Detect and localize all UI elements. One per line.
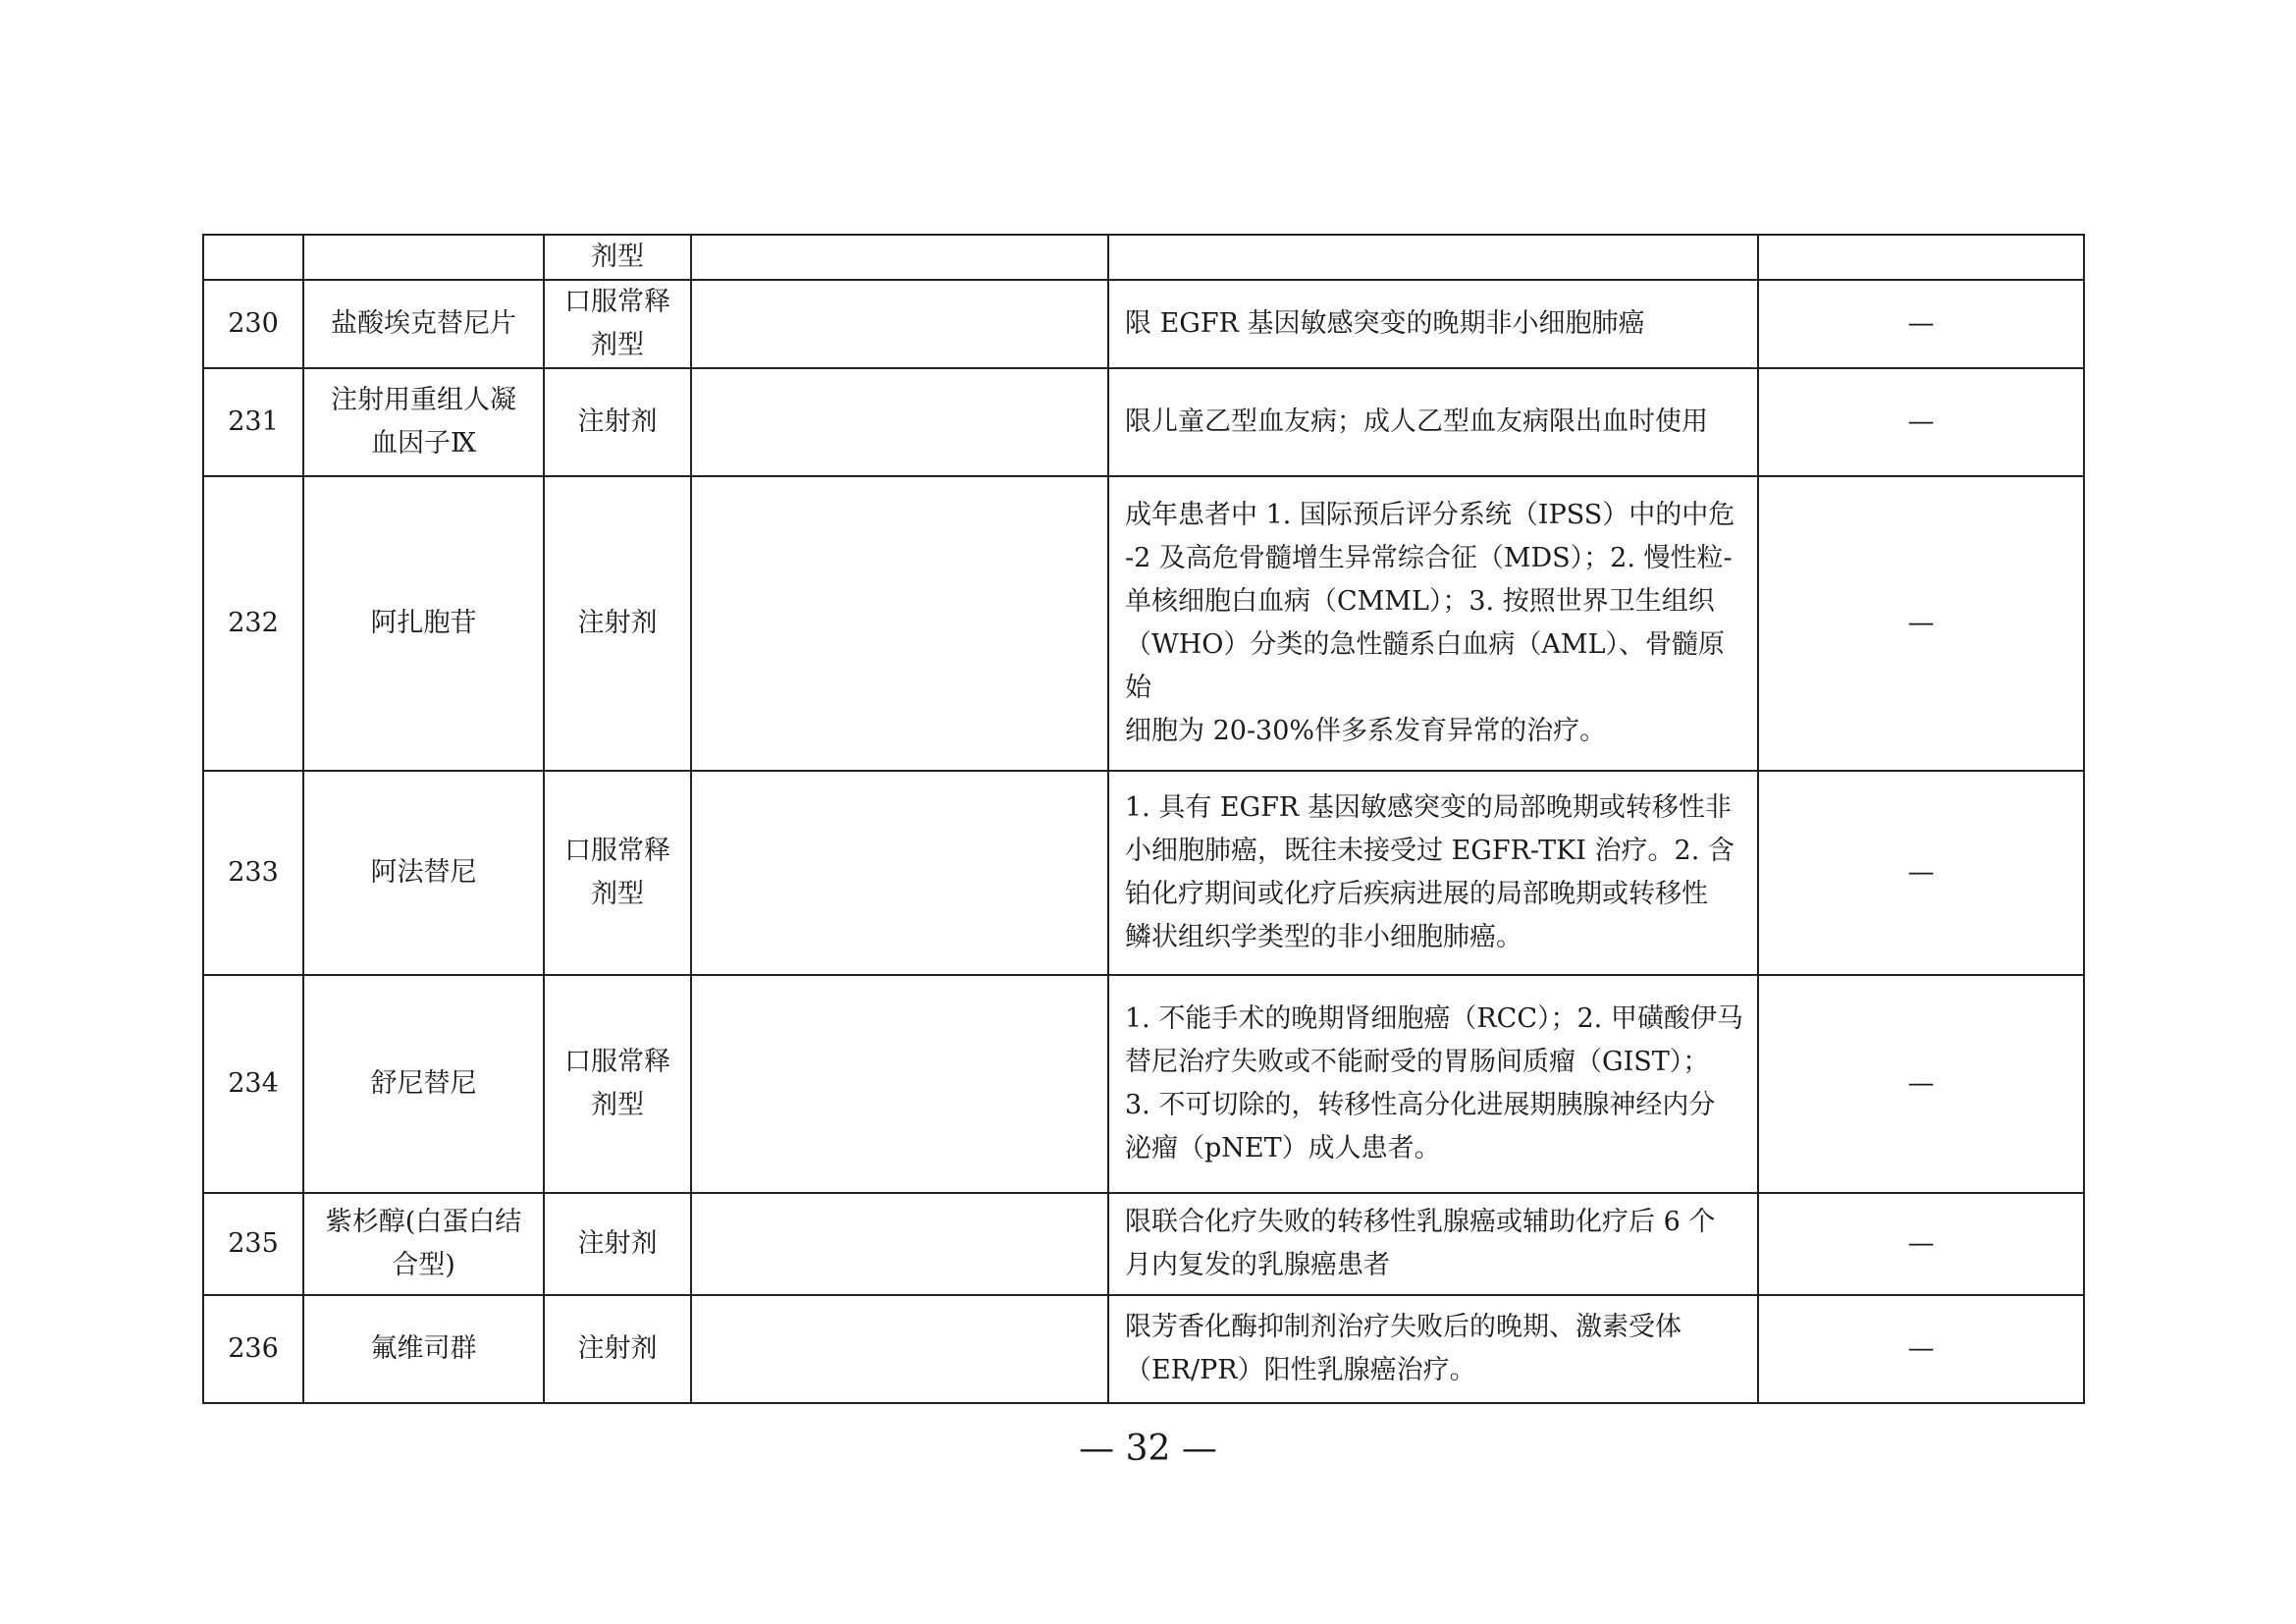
blank-cell xyxy=(691,476,1108,771)
row-number: 234 xyxy=(203,975,303,1193)
payment-restriction: 1. 不能手术的晚期肾细胞癌（RCC）；2. 甲磺酸伊马 替尼治疗失败或不能耐受的胃肠间质瘤（GIST）； 3. 不可切除的，转移性高分化进展期胰腺神经内分 泌瘤（pNET）成人患者。 xyxy=(1108,975,1758,1193)
drug-name: 注射用重组人凝 血因子Ⅸ xyxy=(303,368,544,476)
dosage-form: 口服常释 剂型 xyxy=(544,280,691,368)
dosage-form: 注射剂 xyxy=(544,1193,691,1295)
row-number: 232 xyxy=(203,476,303,771)
blank-cell xyxy=(691,235,1108,280)
payment-restriction: 限儿童乙型血友病；成人乙型血友病限出血时使用 xyxy=(1108,368,1758,476)
drug-name: 紫杉醇(白蛋白结 合型) xyxy=(303,1193,544,1295)
payment-restriction: 1. 具有 EGFR 基因敏感突变的局部晚期或转移性非 小细胞肺癌，既往未接受过 EGFR-TKI 治疗。2. 含 铂化疗期间或化疗后疾病进展的局部晚期或转移性 鳞状组织学类型的非小细胞肺癌。 xyxy=(1108,771,1758,975)
table-row xyxy=(203,235,2084,280)
blank-cell xyxy=(691,1295,1108,1403)
row-number: 235 xyxy=(203,1193,303,1295)
payment-restriction: 限 EGFR 基因敏感突变的晚期非小细胞肺癌 xyxy=(1108,280,1758,368)
dosage-form: 口服常释 剂型 xyxy=(544,975,691,1193)
remark xyxy=(1758,235,2084,280)
table-row xyxy=(203,280,2084,368)
row-number: 236 xyxy=(203,1295,303,1403)
blank-cell xyxy=(691,1193,1108,1295)
remark: — xyxy=(1758,1295,2084,1403)
remark: — xyxy=(1758,1193,2084,1295)
table-row xyxy=(203,1193,2084,1295)
drug-name: 盐酸埃克替尼片 xyxy=(303,280,544,368)
blank-cell xyxy=(691,771,1108,975)
drug-table xyxy=(202,234,2085,1404)
table-row xyxy=(203,368,2084,476)
drug-name: 氟维司群 xyxy=(303,1295,544,1403)
row-number: 231 xyxy=(203,368,303,476)
drug-name: 阿扎胞苷 xyxy=(303,476,544,771)
table-row xyxy=(203,771,2084,975)
remark: — xyxy=(1758,280,2084,368)
table-row xyxy=(203,1295,2084,1403)
remark: — xyxy=(1758,368,2084,476)
row-number xyxy=(203,235,303,280)
table-body xyxy=(203,235,2084,1403)
row-number: 230 xyxy=(203,280,303,368)
payment-restriction: 限联合化疗失败的转移性乳腺癌或辅助化疗后 6 个 月内复发的乳腺癌患者 xyxy=(1108,1193,1758,1295)
table-row xyxy=(203,476,2084,771)
payment-restriction: 成年患者中 1. 国际预后评分系统（IPSS）中的中危 -2 及高危骨髓增生异常综合征（MDS）；2. 慢性粒- 单核细胞白血病（CMML）；3. 按照世界卫生组织 （WHO）分类的急性髓系白血病（AML）、骨髓原始 细胞为 20-30%伴多系发育异常的治疗。 xyxy=(1108,476,1758,771)
payment-restriction xyxy=(1108,235,1758,280)
dosage-form: 口服常释 剂型 xyxy=(544,771,691,975)
table-row xyxy=(203,975,2084,1193)
dosage-form: 注射剂 xyxy=(544,368,691,476)
payment-restriction: 限芳香化酶抑制剂治疗失败后的晚期、激素受体 （ER/PR）阳性乳腺癌治疗。 xyxy=(1108,1295,1758,1403)
dosage-form: 注射剂 xyxy=(544,476,691,771)
blank-cell xyxy=(691,975,1108,1193)
page-number: — 32 — xyxy=(1079,1429,1217,1469)
dosage-form: 注射剂 xyxy=(544,1295,691,1403)
blank-cell xyxy=(691,280,1108,368)
drug-name xyxy=(303,235,544,280)
remark: — xyxy=(1758,975,2084,1193)
dosage-form: 剂型 xyxy=(544,235,691,280)
drug-name: 舒尼替尼 xyxy=(303,975,544,1193)
row-number: 233 xyxy=(203,771,303,975)
remark: — xyxy=(1758,771,2084,975)
drug-name: 阿法替尼 xyxy=(303,771,544,975)
blank-cell xyxy=(691,368,1108,476)
remark: — xyxy=(1758,476,2084,771)
